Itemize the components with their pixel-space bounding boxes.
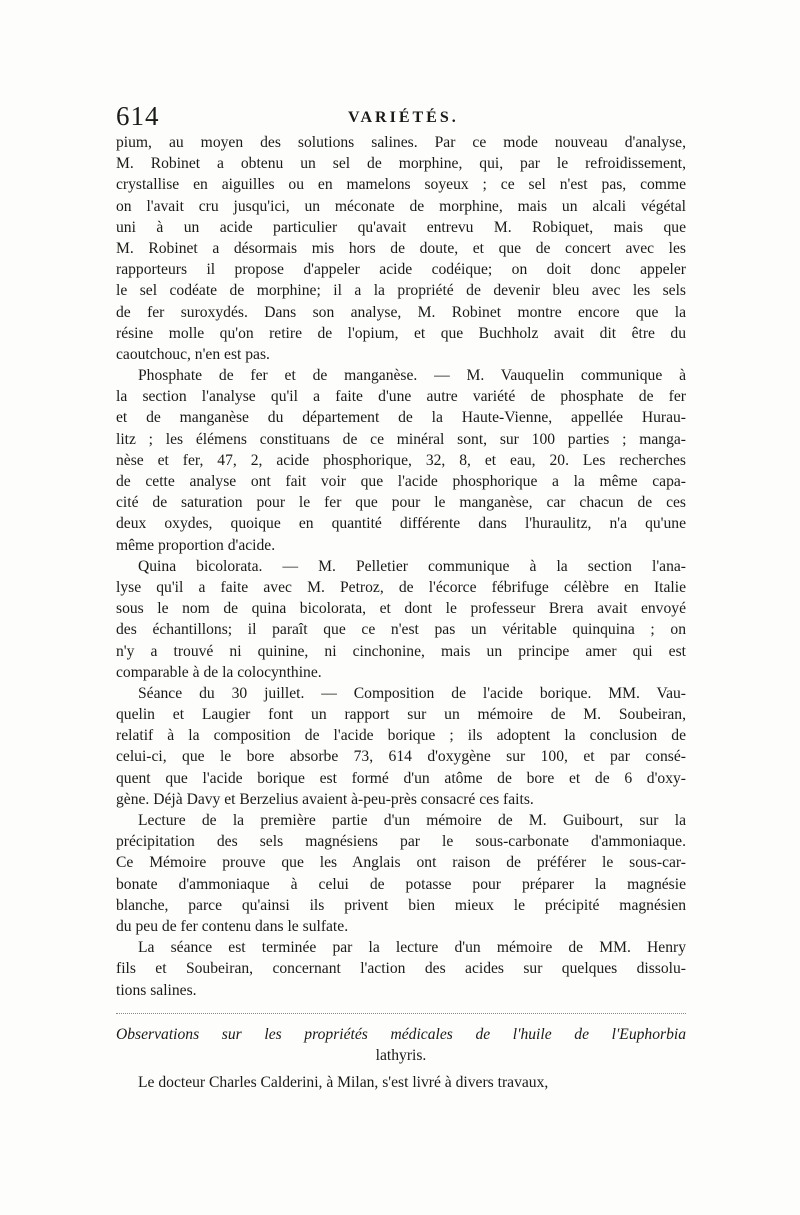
text-line: uni à un acide particulier qu'avait entrevu M. Robiquet, mais que bbox=[116, 218, 686, 236]
text-line: La séance est terminée par la lecture d'un mémoire de MM. Henry bbox=[138, 939, 686, 957]
text-line: des échantillons; il paraît que ce n'est pas un véritable quinquina ; on bbox=[116, 621, 686, 639]
section-divider bbox=[116, 1013, 686, 1014]
text-line: relatif à la composition de l'acide borique ; ils adoptent la conclusion de bbox=[116, 727, 686, 745]
text-line: même proportion d'acide. bbox=[116, 536, 276, 554]
final-line: Le docteur Charles Calderini, à Milan, s'est livré à divers travaux, bbox=[138, 1074, 549, 1092]
text-line: lyse qu'il a faite avec M. Petroz, de l'écorce fébrifuge célèbre en Italie bbox=[116, 578, 686, 596]
text-line: celui-ci, que le bore absorbe 73, 614 d'oxygène sur 100, et par consé- bbox=[116, 748, 686, 766]
text-line: Phosphate de fer et de manganèse. — M. Vauquelin communique à bbox=[138, 367, 686, 385]
text-line: sous le nom de quina bicolorata, et dont le professeur Brera avait envoyé bbox=[116, 600, 686, 618]
text-line: Séance du 30 juillet. — Composition de l'acide borique. MM. Vau- bbox=[138, 684, 686, 702]
text-line: résine molle qu'on retire de l'opium, et que Buchholz avait dit être du bbox=[116, 324, 686, 342]
text-line: n'y a trouvé ni quinine, ni cinchonine, mais un principe amer qui est bbox=[116, 642, 686, 660]
text-line: pium, au moyen des solutions salines. Par ce mode nouveau d'analyse, bbox=[116, 134, 686, 151]
text-line: du peu de fer contenu dans le sulfate. bbox=[116, 917, 349, 935]
running-title: VARIÉTÉS. bbox=[348, 109, 459, 126]
text-line: quent que l'acide borique est formé d'un atôme de bore et de 6 d'oxy- bbox=[116, 769, 686, 787]
paragraph-lines bbox=[116, 132, 686, 1001]
page-number: 614 bbox=[116, 101, 160, 131]
text-line: fils et Soubeiran, concernant l'action des acides sur quelques dissolu- bbox=[116, 960, 686, 978]
text-line: blanche, parce qu'ainsi ils privent bien mieux le précipité magnésien bbox=[116, 896, 686, 914]
text-line: la section l'analyse qu'il a faite d'une autre variété de phosphate de fer bbox=[116, 388, 686, 406]
text-line: on l'avait cru jusqu'ici, un méconate de morphine, mais un alcali végétal bbox=[116, 197, 686, 215]
text-line: deux oxydes, quoique en quantité différente dans l'huraulitz, n'a qu'une bbox=[116, 515, 686, 533]
text-line: M. Robinet a obtenu un sel de morphine, qui, par le refroidissement, bbox=[116, 155, 686, 173]
text-line: comparable à de la colocynthine. bbox=[116, 663, 322, 681]
text-line: précipitation des sels magnésiens par le sous-carbonate d'ammoniaque. bbox=[116, 833, 686, 851]
page-header bbox=[116, 101, 686, 135]
text-line: litz ; les élémens constituans de ce minéral sont, sur 100 parties ; manga- bbox=[116, 430, 686, 448]
text-line: rapporteurs il propose d'appeler acide codéique; on doit donc appeler bbox=[116, 261, 686, 279]
text-line: tions salines. bbox=[116, 981, 197, 999]
text-line: caoutchouc, n'en est pas. bbox=[116, 345, 270, 363]
body-text bbox=[116, 132, 686, 1093]
section-title-line-1: Observations sur les propriétés médicales de l'huile de l'Euphorbia bbox=[116, 1025, 686, 1043]
text-line: cité de saturation pour le fer que pour le manganèse, car chacun de ces bbox=[116, 494, 686, 512]
text-line: bonate d'ammoniaque à celui de potasse pour préparer la magnésie bbox=[116, 875, 686, 893]
text-line: Lecture de la première partie d'un mémoire de M. Guibourt, sur la bbox=[138, 812, 686, 829]
text-line: M. Robinet a désormais mis hors de doute, et que de concert avec les bbox=[116, 239, 686, 257]
text-line: et de manganèse du département de la Haute-Vienne, appellée Hurau- bbox=[116, 409, 686, 427]
text-line: crystallise en aiguilles ou en mamelons soyeux ; ce sel n'est pas, comme bbox=[116, 176, 686, 194]
text-line: de cette analyse ont fait voir que l'acide phosphorique a la même capa- bbox=[116, 473, 686, 490]
text-line: le sel codéate de morphine; il a la propriété de devenir bleu avec les sels bbox=[116, 282, 686, 300]
section-title-line-2: lathyris. bbox=[375, 1046, 427, 1064]
text-line: Quina bicolorata. — M. Pelletier communique à la section l'ana- bbox=[138, 557, 686, 575]
text-line: de fer suroxydés. Dans son analyse, M. Robinet montre encore que la bbox=[116, 303, 686, 321]
text-line: nèse et fer, 47, 2, acide phosphorique, 32, 8, et eau, 20. Les recherches bbox=[116, 451, 686, 469]
text-line: quelin et Laugier font un rapport sur un mémoire de M. Soubeiran, bbox=[116, 706, 686, 724]
text-line: gène. Déjà Davy et Berzelius avaient à-peu-près consacré ces faits. bbox=[116, 790, 534, 808]
text-line: Ce Mémoire prouve que les Anglais ont raison de préférer le sous-car- bbox=[116, 854, 686, 872]
